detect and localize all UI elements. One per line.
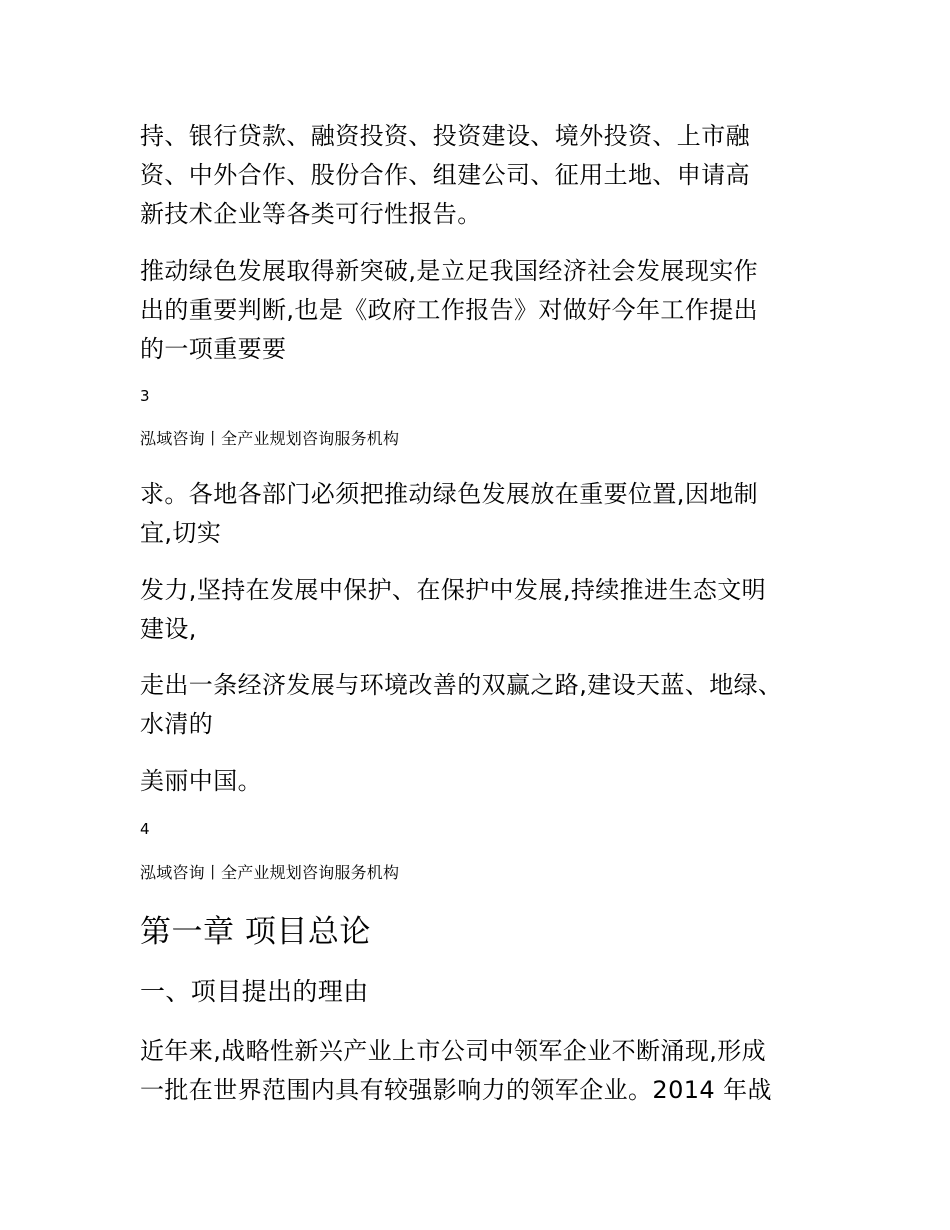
page-number: 3: [140, 387, 150, 405]
section-title: 一、项目提出的理由: [140, 977, 369, 1006]
page-number: 4: [140, 820, 150, 838]
text-line: 新技术企业等各类可行性报告。: [140, 200, 482, 228]
text-line: 持、银行贷款、融资投资、投资建设、境外投资、上市融: [140, 122, 750, 150]
text-line: 推动绿色发展取得新突破,是立足我国经济社会发展现实作: [140, 257, 759, 285]
green-development-paragraph-line: [140, 666, 820, 744]
green-development-paragraph: [140, 252, 820, 369]
text-line: 建设,: [140, 615, 197, 643]
text-line: 一批在世界范围内具有较强影响力的领军企业。2014 年战: [140, 1076, 772, 1104]
text-line: 出的重要判断,也是《政府工作报告》对做好今年工作提出: [140, 296, 759, 324]
running-header: 泓域咨询丨全产业规划咨询服务机构: [140, 863, 400, 882]
text-line: 的一项重要要: [140, 335, 287, 363]
text-line: 水清的: [140, 710, 214, 738]
green-development-paragraph-line: [140, 571, 820, 649]
text-line: 美丽中国。: [140, 767, 262, 795]
chapter-title: 第一章 项目总论: [140, 914, 371, 950]
text-line: 发力,坚持在发展中保护、在保护中发展,持续推进生态文明: [140, 576, 767, 604]
text-line: 资、中外合作、股份合作、组建公司、征用土地、申请高: [140, 161, 750, 189]
text-line: 宜,切实: [140, 519, 222, 547]
green-development-paragraph-end: [140, 762, 820, 801]
running-header: 泓域咨询丨全产业规划咨询服务机构: [140, 429, 400, 448]
text-line: 求。各地各部门必须把推动绿色发展放在重要位置,因地制: [140, 480, 759, 508]
intro-paragraph: [140, 117, 820, 234]
text-line: 走出一条经济发展与环境改善的双赢之路,建设天蓝、地绿、: [140, 671, 783, 699]
text-line: 近年来,战略性新兴产业上市公司中领军企业不断涌现,形成: [140, 1037, 767, 1065]
green-development-paragraph-continued: [140, 475, 820, 553]
project-reason-paragraph: [140, 1032, 820, 1110]
